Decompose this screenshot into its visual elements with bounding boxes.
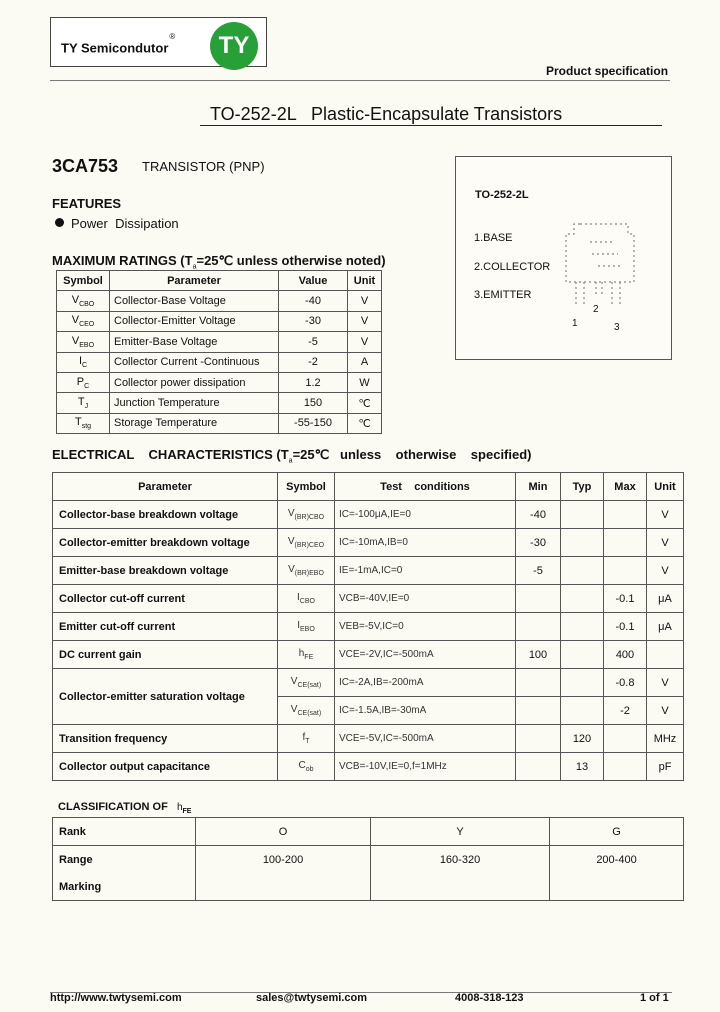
symbol-cell — [57, 393, 110, 413]
max-cell: -0.8 — [604, 669, 647, 697]
max-cell: -2 — [604, 697, 647, 725]
symbol-cell — [278, 585, 335, 613]
col-header: Unit — [348, 271, 382, 291]
symbol-letter: V — [71, 293, 80, 306]
symbol-letter: T — [77, 395, 85, 408]
table-row — [53, 501, 684, 529]
unit-cell: μA — [647, 585, 684, 613]
min-cell: -30 — [516, 529, 561, 557]
rank-cell: O — [196, 818, 371, 846]
col-header: Parameter — [110, 271, 279, 291]
symbol-subscript: EBO — [299, 626, 315, 633]
min-cell — [516, 669, 561, 697]
min-cell — [516, 613, 561, 641]
table-row — [57, 372, 382, 392]
symbol-letter: T — [74, 416, 82, 429]
typ-cell — [561, 697, 604, 725]
footer-website-link[interactable]: http://www.twtysemi.com — [50, 992, 182, 1004]
symbol-subscript: ob — [305, 766, 314, 773]
table-header-row — [53, 473, 684, 501]
marking-cell — [550, 873, 684, 901]
classification-table — [52, 817, 684, 901]
part-type: TRANSISTOR (PNP) — [142, 159, 265, 174]
table-row — [57, 352, 382, 372]
max-ratings-heading: MAXIMUM RATINGS ($T_a=25℃$ unless otherwise noted) — [52, 253, 386, 271]
table-row — [53, 753, 684, 781]
max-cell — [604, 753, 647, 781]
table-row — [57, 413, 382, 433]
condition-cell: IC=-1.5A,IB=-30mA — [335, 697, 516, 725]
symbol-letter: V — [290, 704, 298, 715]
condition-cell: IE=-1mA,IC=0 — [335, 557, 516, 585]
value-cell: 1.2 — [279, 372, 348, 392]
typ-cell — [561, 669, 604, 697]
typ-cell — [561, 585, 604, 613]
condition-cell: VCE=-5V,IC=-500mA — [335, 725, 516, 753]
symbol-subscript: CE(sat) — [297, 710, 322, 717]
page-title: TO-252-2L Plastic-Encapsulate Transistors — [210, 104, 563, 124]
symbol-subscript: J — [84, 403, 89, 411]
col-header: Value — [279, 271, 348, 291]
unit-cell: μA — [647, 613, 684, 641]
min-cell: 100 — [516, 641, 561, 669]
symbol-cell — [57, 413, 110, 433]
rank-row — [53, 818, 684, 846]
doc-type-label: Product specification — [546, 64, 669, 78]
max-ratings-table — [56, 270, 382, 434]
symbol-subscript: C — [82, 362, 88, 370]
symbol-subscript: CEO — [79, 321, 95, 329]
brand-name: TY Semicondutor® — [61, 32, 176, 56]
symbol-letter: V — [287, 536, 295, 547]
typ-cell — [561, 529, 604, 557]
parameter-cell: Collector cut-off current — [53, 585, 278, 613]
max-cell — [604, 725, 647, 753]
header-divider — [50, 80, 670, 81]
parameter-cell: Junction Temperature — [110, 393, 279, 413]
unit-cell: V — [348, 291, 382, 311]
symbol-letter: h — [298, 648, 305, 659]
unit-cell: V — [647, 697, 684, 725]
symbol-letter: I — [78, 355, 82, 368]
unit-cell: MHz — [647, 725, 684, 753]
pin-number-1: 1 — [572, 318, 578, 329]
unit-cell: W — [348, 372, 382, 392]
parameter-cell: Storage Temperature — [110, 413, 279, 433]
col-header: Min — [516, 473, 561, 501]
symbol-letter: V — [287, 508, 295, 519]
unit-cell: V — [647, 501, 684, 529]
typ-cell: 120 — [561, 725, 604, 753]
table-row — [53, 557, 684, 585]
col-header: Test conditions — [335, 473, 516, 501]
col-header: Parameter — [53, 473, 278, 501]
parameter-cell: Emitter-Base Voltage — [110, 332, 279, 352]
unit-cell: V — [348, 311, 382, 331]
table-row — [57, 332, 382, 352]
typ-cell: 13 — [561, 753, 604, 781]
parameter-cell: Emitter-base breakdown voltage — [53, 557, 278, 585]
parameter-cell: Collector Current -Continuous — [110, 352, 279, 372]
parameter-cell: Collector-emitter breakdown voltage — [53, 529, 278, 557]
range-cell: 160-320 — [371, 846, 550, 874]
value-cell: -30 — [279, 311, 348, 331]
parameter-cell: Emitter cut-off current — [53, 613, 278, 641]
symbol-cell — [57, 352, 110, 372]
min-cell: -5 — [516, 557, 561, 585]
symbol-cell — [278, 529, 335, 557]
symbol-cell — [278, 501, 335, 529]
rank-cell: G — [550, 818, 684, 846]
symbol-letter: P — [76, 375, 85, 388]
parameter-cell: Collector-Base Voltage — [110, 291, 279, 311]
max-cell — [604, 557, 647, 585]
row-label: Rank — [53, 818, 196, 846]
feature-item: Power Dissipation — [71, 216, 179, 231]
typ-cell — [561, 613, 604, 641]
min-cell: -40 — [516, 501, 561, 529]
value-cell: -2 — [279, 352, 348, 372]
range-row — [53, 846, 684, 874]
symbol-cell — [278, 669, 335, 697]
symbol-cell — [278, 641, 335, 669]
ty-logo-icon: TY — [210, 22, 258, 70]
col-header: Max — [604, 473, 647, 501]
bullet-icon — [55, 218, 64, 227]
symbol-cell — [57, 332, 110, 352]
symbol-letter: V — [71, 334, 80, 347]
max-cell: 400 — [604, 641, 647, 669]
symbol-letter: f — [302, 732, 306, 743]
table-row — [53, 613, 684, 641]
symbol-subscript: C — [84, 382, 90, 390]
min-cell — [516, 753, 561, 781]
part-number: 3CA753 — [52, 156, 119, 176]
symbol-subscript: (BR)CBO — [294, 514, 325, 521]
condition-cell: IC=-100μA,IE=0 — [335, 501, 516, 529]
symbol-cell — [278, 557, 335, 585]
value-cell: -5 — [279, 332, 348, 352]
marking-cell — [196, 873, 371, 901]
parameter-cell: Collector output capacitance — [53, 753, 278, 781]
marking-cell — [371, 873, 550, 901]
symbol-subscript: stg — [81, 423, 92, 431]
condition-cell: VCE=-2V,IC=-500mA — [335, 641, 516, 669]
typ-cell — [561, 557, 604, 585]
symbol-subscript: (BR)CEO — [294, 542, 325, 549]
range-cell: 200-400 — [550, 846, 684, 874]
symbol-subscript: CE(sat) — [297, 682, 322, 689]
value-cell: 150 — [279, 393, 348, 413]
range-cell: 100-200 — [196, 846, 371, 874]
symbol-cell — [57, 311, 110, 331]
package-outline-icon — [562, 212, 642, 332]
pin-number-3: 3 — [614, 322, 620, 332]
table-row — [53, 529, 684, 557]
pin-number-2: 2 — [593, 304, 599, 315]
table-row — [57, 311, 382, 331]
unit-cell: ℃ — [348, 413, 382, 433]
symbol-letter: I — [297, 620, 300, 631]
footer-email-link[interactable]: sales@twtysemi.com — [256, 992, 367, 1004]
classification-heading: CLASSIFICATION OF $h_{FE}$ — [58, 801, 192, 816]
col-header: Typ — [561, 473, 604, 501]
symbol-cell — [57, 291, 110, 311]
condition-cell: VCB=-40V,IE=0 — [335, 585, 516, 613]
max-cell: -0.1 — [604, 585, 647, 613]
value-cell: -55-150 — [279, 413, 348, 433]
col-header: Symbol — [57, 271, 110, 291]
condition-cell: IC=-10mA,IB=0 — [335, 529, 516, 557]
parameter-cell: Transition frequency — [53, 725, 278, 753]
unit-cell: V — [647, 557, 684, 585]
typ-cell — [561, 641, 604, 669]
col-header: Symbol — [278, 473, 335, 501]
unit-cell — [647, 641, 684, 669]
symbol-cell — [278, 613, 335, 641]
unit-cell: V — [647, 529, 684, 557]
pin-label-collector: 2.COLLECTOR — [474, 261, 551, 273]
electrical-table — [52, 472, 684, 781]
parameter-cell: Collector-Emitter Voltage — [110, 311, 279, 331]
max-cell — [604, 501, 647, 529]
min-cell — [516, 697, 561, 725]
electrical-heading: ELECTRICAL CHARACTERISTICS ($T_a=25℃$ unless otherwise specified) — [52, 447, 532, 465]
symbol-subscript: FE — [304, 654, 314, 661]
table-row — [57, 393, 382, 413]
features-heading: FEATURES — [52, 196, 122, 211]
unit-cell: A — [348, 352, 382, 372]
symbol-letter: V — [288, 564, 295, 575]
symbol-subscript: EBO — [79, 341, 95, 349]
rank-cell: Y — [371, 818, 550, 846]
pin-label-base: 1.BASE — [474, 232, 513, 244]
symbol-cell — [278, 753, 335, 781]
value-cell: -40 — [279, 291, 348, 311]
pin-label-emitter: 3.EMITTER — [474, 289, 532, 301]
symbol-subscript: (BR)EBO — [294, 570, 324, 577]
parameter-cell: Collector power dissipation — [110, 372, 279, 392]
symbol-letter: I — [297, 592, 300, 603]
title-underline — [200, 125, 662, 126]
unit-cell: V — [348, 332, 382, 352]
unit-cell: ℃ — [348, 393, 382, 413]
typ-cell — [561, 501, 604, 529]
unit-cell: pF — [647, 753, 684, 781]
table-row — [53, 641, 684, 669]
footer-phone: 4008-318-123 — [455, 992, 524, 1004]
row-label: Range — [53, 846, 196, 874]
symbol-subscript: T — [305, 738, 310, 745]
unit-cell: V — [647, 669, 684, 697]
condition-cell: VEB=-5V,IC=0 — [335, 613, 516, 641]
parameter-cell: Collector-base breakdown voltage — [53, 501, 278, 529]
marking-row — [53, 873, 684, 901]
symbol-letter: C — [298, 760, 306, 771]
table-row — [53, 585, 684, 613]
footer-page-number: 1 of 1 — [640, 992, 669, 1004]
table-row — [53, 725, 684, 753]
max-cell — [604, 529, 647, 557]
col-header: Unit — [647, 473, 684, 501]
parameter-cell: DC current gain — [53, 641, 278, 669]
symbol-subscript: CBO — [299, 598, 315, 605]
table-header-row — [57, 271, 382, 291]
condition-cell: VCB=-10V,IE=0,f=1MHz — [335, 753, 516, 781]
parameter-cell: Collector-emitter saturation voltage — [53, 669, 278, 725]
symbol-letter: V — [290, 676, 298, 687]
max-cell: -0.1 — [604, 613, 647, 641]
min-cell — [516, 725, 561, 753]
condition-cell: IC=-2A,IB=-200mA — [335, 669, 516, 697]
package-title: TO-252-2L — [475, 189, 529, 201]
symbol-letter: V — [71, 314, 80, 327]
table-row — [57, 291, 382, 311]
symbol-subscript: CBO — [79, 301, 95, 309]
symbol-cell — [278, 697, 335, 725]
table-row — [53, 669, 684, 697]
row-label: Marking — [53, 873, 196, 901]
symbol-cell — [278, 725, 335, 753]
min-cell — [516, 585, 561, 613]
symbol-cell — [57, 372, 110, 392]
